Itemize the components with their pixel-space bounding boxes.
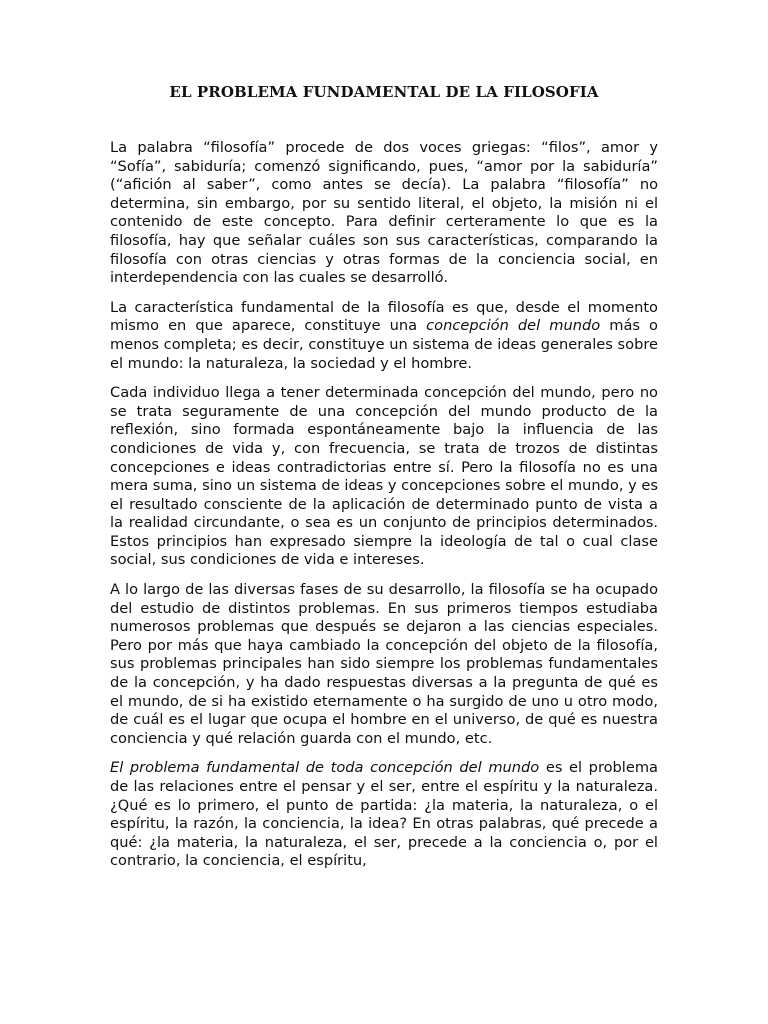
paragraph-5-emphasis: El problema fundamental de toda concepción del mundo: [110, 759, 540, 777]
paragraph-2: [110, 299, 658, 373]
document-body: [110, 139, 658, 882]
paragraph-5-text-after: es el problema de las relaciones entre el pensar y el ser, entre el espíritu y la naturaleza. ¿Qué es lo primero, el punto de partida: ¿la materia, la naturaleza, o el espíritu, la razón, la conciencia, la idea? En otras palabras, qué precede a qué: ¿la materia, la naturaleza, el ser, precede a la conciencia o, por el contrario, la conciencia, el espíritu,: [110, 759, 659, 870]
document-title: EL PROBLEMA FUNDAMENTAL DE LA FILOSOFIA: [169, 83, 599, 101]
paragraph-5: [110, 759, 658, 871]
paragraph-2-text-after: más o menos completa; es decir, constituye un sistema de ideas generales sobre el mundo: la naturaleza, la sociedad y el hombre.: [110, 317, 658, 372]
paragraph-2-text-before: La característica fundamental de la filosofía es que, desde el momento mismo en que aparece, constituye una: [110, 298, 658, 335]
paragraph-4: A lo largo de las diversas fases de su desarrollo, la filosofía se ha ocupado del estudio de distintos problemas. En sus primeros tiempos estudiaba numerosos problemas que después se dejaron a las ciencias especiales. Pero por más que haya cambiado la concepción del objeto de la filosofía, sus problemas principales han sido siempre los problemas fundamentales de la concepción, y ha dado respuestas diversas a la pregunta de qué es el mundo, de si ha existido eternamente o ha surgido de uno u otro modo, de cuál es el lugar que ocupa el hombre en el universo, de qué es nuestra conciencia y qué relación guarda con el mundo, etc.: [110, 581, 658, 747]
paragraph-3: Cada individuo llega a tener determinada concepción del mundo, pero no se trata seguramente de una concepción del mundo producto de la reflexión, sino formada espontáneamente bajo la influencia de las condiciones de vida y, con frecuencia, se trata de trozos de distintas concepciones e ideas contradictorias entre sí. Pero la filosofía no es una mera suma, sino un sistema de ideas y concepciones sobre el mundo, y es el resultado consciente de la aplicación de determinado punto de vista a la realidad circundante, o sea es un conjunto de principios determinados. Estos principios han expresado siempre la ideología de tal o cual clase social, sus condiciones de vida e intereses.: [110, 384, 658, 569]
paragraph-2-emphasis: concepción del mundo: [426, 317, 601, 335]
paragraph-1: La palabra “filosofía” procede de dos voces griegas: “filos”, amor y “Sofía”, sabiduría; comenzó significando, pues, “amor por la sabiduría” (“afición al saber”, como antes se decía). La palabra “filosofía” no determina, sin embargo, por su sentido literal, el objeto, la misión ni el contenido de este concepto. Para definir certeramente lo que es la filosofía, hay que señalar cuáles son sus características, comparando la filosofía con otras ciencias y otras formas de la conciencia social, en interdependencia con las cuales se desarrolló.: [110, 139, 658, 287]
